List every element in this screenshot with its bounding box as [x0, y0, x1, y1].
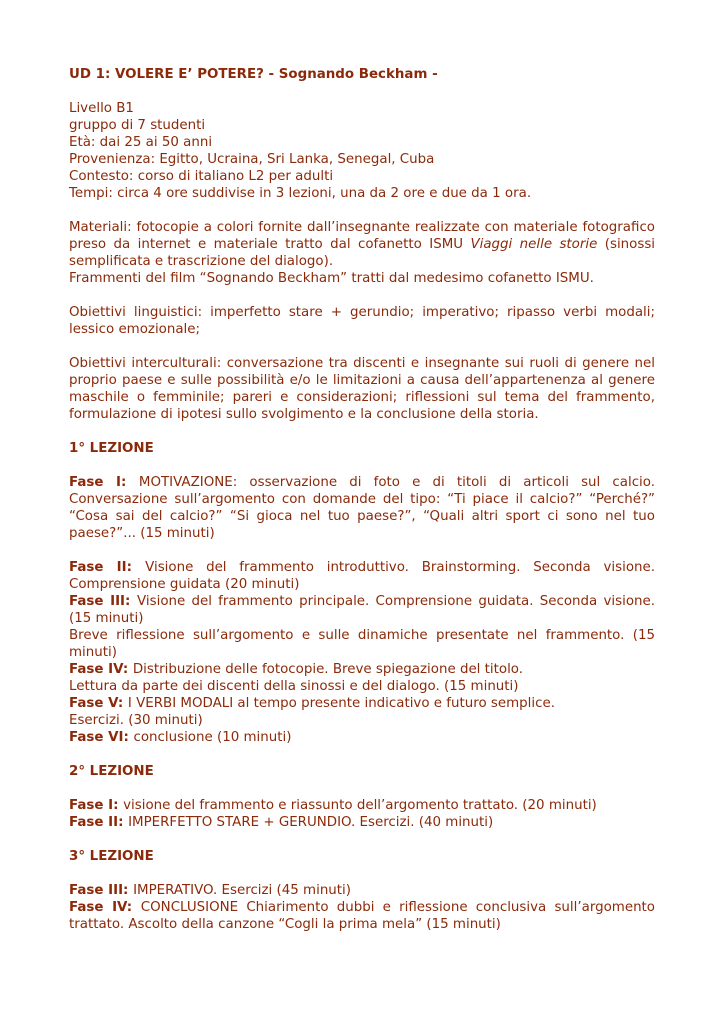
fase-text: Visione del frammento introduttivo. Brainstorming. Seconda visione. Comprensione guidata (20 minuti)	[69, 560, 656, 592]
lez1-breve: Breve riflessione sull’argomento e sulle dinamiche presentate nel frammento. (15 minuti)	[69, 628, 655, 660]
fase-label: Fase II:	[69, 815, 129, 830]
lez2-fase1	[69, 797, 655, 814]
document-title: UD 1: VOLERE E’ POTERE? - Sognando Beckham -	[69, 67, 438, 82]
fase-text: Visione del frammento principale. Comprensione guidata. Seconda visione. (15 minuti)	[69, 594, 655, 626]
lez1-fase3	[69, 593, 655, 627]
fase-text: MOTIVAZIONE: osservazione di foto e di titoli di articoli sul calcio. Conversazione sull’argomento con domande del tipo: “Ti piace il calcio?” “Perché?” “Cosa sai del calcio?” “Si gioca nel tuo paese?”, “Quali altri sport ci sono nel tuo paese?”... (15 minuti)	[69, 475, 655, 541]
lezione-3-heading: 3° LEZIONE	[69, 849, 154, 864]
fase-text: visione del frammento e riassunto dell’argomento trattato. (20 minuti)	[123, 798, 597, 813]
obiettivi-interculturali: Obiettivi interculturali: conversazione tra discenti e insegnante sui ruoli di genere nel proprio paese e sulle possibilità e/o le limitazioni a causa dell’appartenenza al genere maschile o femminile; pareri e considerazioni; riflessioni sul tema del frammento, formulazione di ipotesi sullo svolgimento e la conclusione della storia.	[69, 356, 655, 422]
fase-label: Fase VI:	[69, 730, 134, 745]
materiali-text-end: (sinossi semplificata e trascrizione del dialogo).	[69, 237, 656, 269]
lez1-fase4	[69, 661, 655, 678]
fase-label: Fase IV:	[69, 662, 133, 677]
fase-text: conclusione (10 minuti)	[133, 730, 292, 745]
document-body	[69, 66, 655, 933]
materiali-title-italic: Viaggi nelle storie	[470, 237, 598, 252]
info-eta: Età: dai 25 ai 50 anni	[69, 135, 213, 150]
fase-label: Fase II:	[69, 560, 146, 575]
fase-label: Fase III:	[69, 594, 138, 609]
lez3-fase4	[69, 899, 655, 933]
obiettivi-linguistici: Obiettivi linguistici: imperfetto stare + gerundio; imperativo; ripasso verbi modali; lessico emozionale;	[69, 305, 655, 337]
materiali-text: Materiali: fotocopie a colori fornite dall’insegnante realizzate con materiale fotografico preso da internet e materiale tratto dal cofanetto ISMU	[69, 220, 655, 252]
materiali-paragraph	[69, 219, 655, 270]
fase-label: Fase I:	[69, 798, 124, 813]
info-tempi: Tempi: circa 4 ore suddivise in 3 lezioni, una da 2 ore e due da 1 ora.	[69, 186, 532, 201]
fase-text: IMPERFETTO STARE + GERUNDIO. Esercizi. (40 minuti)	[128, 815, 494, 830]
info-provenienza: Provenienza: Egitto, Ucraina, Sri Lanka, Senegal, Cuba	[69, 152, 435, 167]
lez3-fase3	[69, 882, 655, 899]
lez1-esercizi: Esercizi. (30 minuti)	[69, 713, 203, 728]
info-livello: Livello B1	[69, 101, 134, 116]
fase-label: Fase I:	[69, 475, 139, 490]
lezione-1-heading: 1° LEZIONE	[69, 441, 154, 456]
info-contesto: Contesto: corso di italiano L2 per adulti	[69, 169, 334, 184]
lezione-2-heading: 2° LEZIONE	[69, 764, 154, 779]
lez1-fase5	[69, 695, 655, 712]
lez1-lettura: Lettura da parte dei discenti della sinossi e del dialogo. (15 minuti)	[69, 679, 519, 694]
frammenti-line: Frammenti del film “Sognando Beckham” tratti dal medesimo cofanetto ISMU.	[69, 271, 594, 286]
fase-text: I VERBI MODALI al tempo presente indicativo e futuro semplice.	[127, 696, 555, 711]
fase-text: IMPERATIVO. Esercizi (45 minuti)	[133, 883, 351, 898]
lez1-fase1	[69, 474, 655, 542]
lez2-fase2	[69, 814, 655, 831]
lez1-fase6	[69, 729, 655, 746]
fase-label: Fase V:	[69, 696, 128, 711]
fase-text: CONCLUSIONE Chiarimento dubbi e riflessione conclusiva sull’argomento trattato. Ascolto della canzone “Cogli la prima mela” (15 minuti)	[69, 900, 655, 932]
fase-label: Fase III:	[69, 883, 134, 898]
fase-label: Fase IV:	[69, 900, 141, 915]
fase-text: Distribuzione delle fotocopie. Breve spiegazione del titolo.	[132, 662, 524, 677]
info-gruppo: gruppo di 7 studenti	[69, 118, 206, 133]
lez1-fase2	[69, 559, 655, 593]
